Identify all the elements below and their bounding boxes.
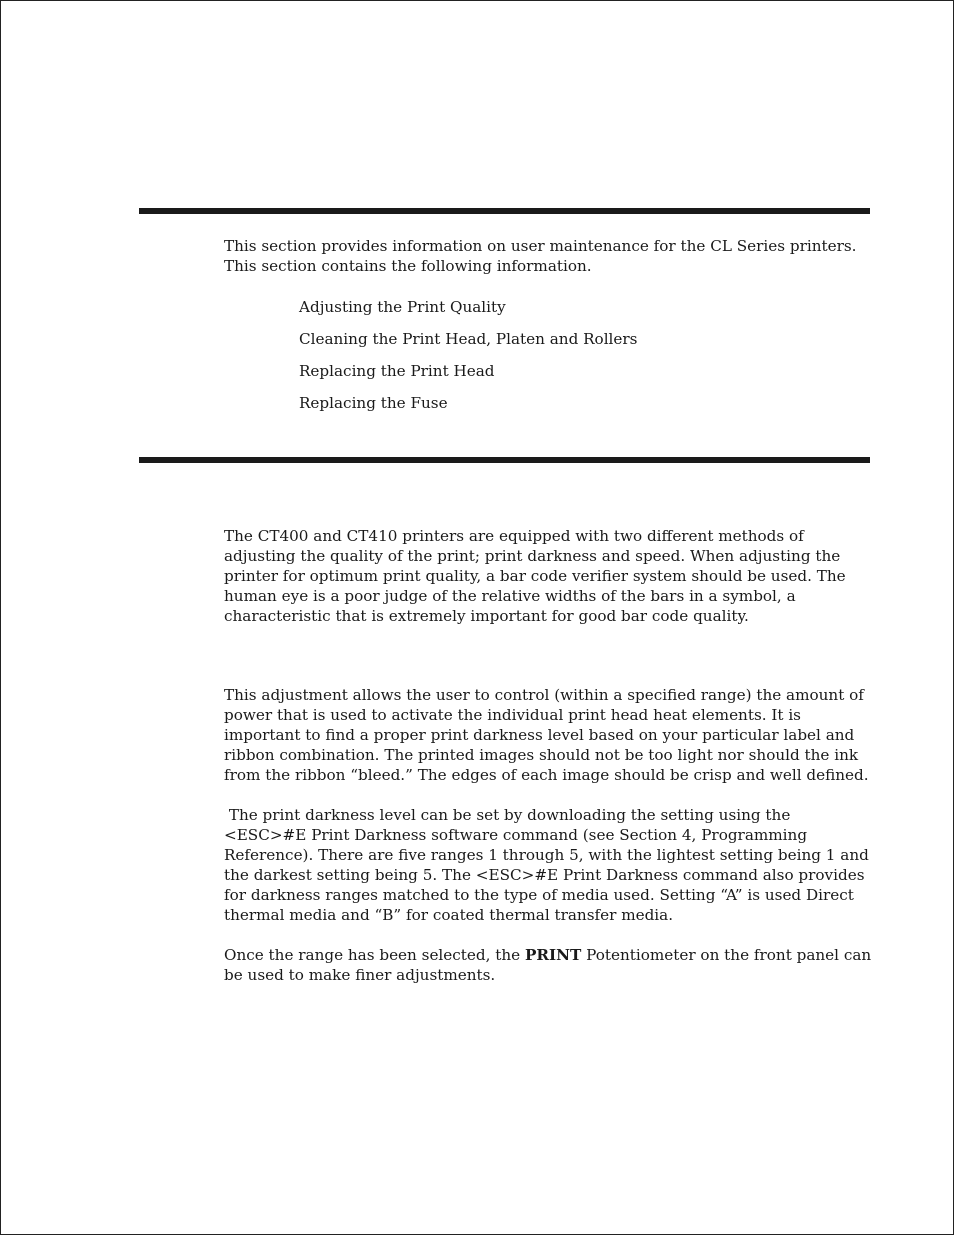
section-divider-top <box>139 208 870 214</box>
list-item: Adjusting the Print Quality <box>299 298 506 316</box>
print-darkness-paragraph-1: This adjustment allows the user to control (within a specified range) the amount of power that is used to activate the individual print head heat elements. It is important to find a proper print darkness level based on your particular label and ribbon combination. The printed images should not be too light nor should the ink from the ribbon “bleed.” The edges of each image should be crisp and well defined. <box>224 686 869 784</box>
topics-list <box>299 297 637 425</box>
list-item: Replacing the Print Head <box>299 362 495 380</box>
print-quality-paragraph: The CT400 and CT410 printers are equipped with two different methods of adjusting the quality of the print; print darkness and speed. When adjusting the printer for optimum print quality, a bar code verifier system should be used. The human eye is a poor judge of the relative widths of the bars in a symbol, a characteristic that is extremely important for good bar code quality. <box>224 527 846 625</box>
intro-paragraph: This section provides information on user maintenance for the CL Series printers. This section contains the following information. <box>224 237 857 275</box>
print-darkness-paragraph-2: The print darkness level can be set by downloading the setting using the <ESC>#E Print Darkness software command (see Section 4, Programming Reference). There are five ranges 1 through 5, with the lightest setting being 1 and the darkest setting being 5. The <ESC>#E Print Darkness command also provides for darkness ranges matched to the type of media used. Setting “A” is used Direct thermal media and “B” for coated thermal transfer media. <box>224 806 874 924</box>
section-divider-bottom <box>139 457 870 463</box>
list-item: Replacing the Fuse <box>299 394 448 412</box>
list-item: Cleaning the Print Head, Platen and Rollers <box>299 330 638 348</box>
p3-text-after: Potentiometer on the front panel can be used to make finer adjustments. <box>224 946 872 984</box>
p3-text-before: Once the range has been selected, the <box>224 946 525 964</box>
print-potentiometer-label: PRINT <box>524 946 582 964</box>
print-darkness-paragraph-3 <box>224 945 872 985</box>
